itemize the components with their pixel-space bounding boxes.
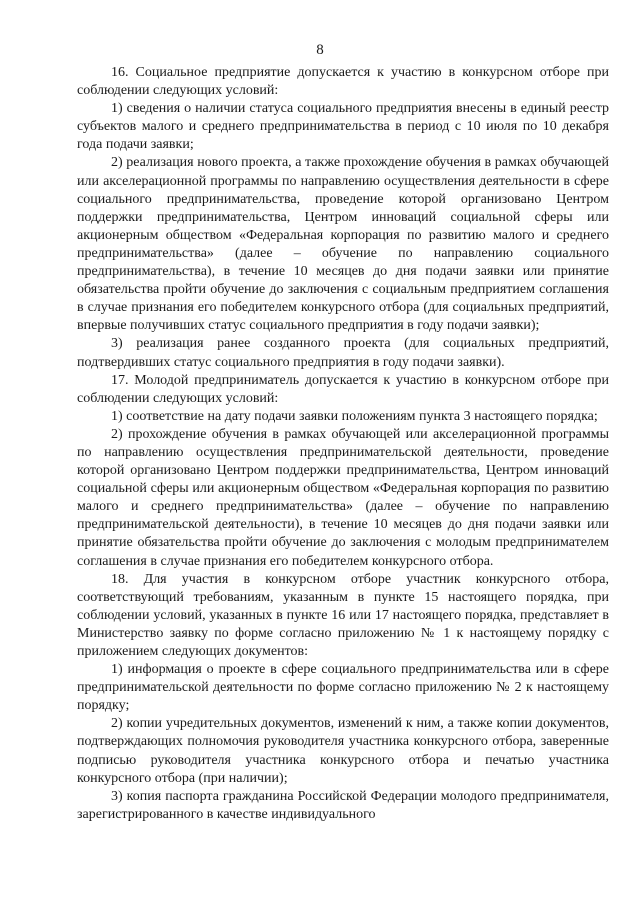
page-number: 8 xyxy=(316,42,324,58)
paragraph-17-item-1: 1) соответствие на дату подачи заявки положениям пункта 3 настоящего порядка; xyxy=(111,408,598,424)
paragraph-16-item-2: 2) реализация нового проекта, а также прохождение обучения в рамках обучающей или акселерационной программы по направлению осуществления деятельности в сфере социального предпринимательства, проведение которой организовано Центром поддержки предпринимательства, Центром инноваций социальной сферы или акционерным обществом «Федеральная корпорация по развитию малого и среднего предпринимательства» (далее – обучение по направлению социального предпринимательства), в течение 10 месяцев до дня подачи заявки или принятие обязательства пройти обучение до заключения с социальным предприятием соглашения в случае признания его победителем конкурсного отбора (для социальных предприятий, впервые получивших статус социального предприятия в году подачи заявки); xyxy=(77,155,609,334)
paragraph-18-item-1: 1) информация о проекте в сфере социального предпринимательства или в сфере предпринимательской деятельности по форме согласно приложению № 2 к настоящему порядку; xyxy=(77,662,609,714)
paragraph-18: 18. Для участия в конкурсном отборе участник конкурсного отбора, соответствующий требованиям, указанным в пункте 15 настоящего порядка, при соблюдении условий, указанных в пункте 16 или 17 настоящего порядка, представляет в Министерство заявку по форме согласно приложению № 1 к настоящему порядку с приложением следующих документов: xyxy=(77,571,609,659)
paragraph-18-item-3: 3) копия паспорта гражданина Российской Федерации молодого предпринимателя, зарегистрированного в качестве индивидуального xyxy=(77,788,609,822)
paragraph-18-item-2: 2) копии учредительных документов, изменений к ним, а также копии документов, подтверждающих полномочия руководителя участника конкурсного отбора, заверенные подписью руководителя участника конкурсного отбора и печатью участника конкурсного отбора (при наличии); xyxy=(77,716,609,786)
paragraph-17-item-2: 2) прохождение обучения в рамках обучающей или акселерационной программы по направлению осуществления предпринимательской деятельности, проведение которой организовано Центром поддержки предпринимательства, Центром инноваций социальной сферы или акционерным обществом «Федеральная корпорация по развитию малого и среднего предпринимательства» (далее – обучение по направлению предпринимательской деятельности), в течение 10 месяцев до дня подачи заявки или принятие обязательства пройти обучение до заключения с молодым предпринимателем соглашения в случае признания его победителем конкурсного отбора. xyxy=(77,426,609,569)
paragraph-17: 17. Молодой предприниматель допускается к участию в конкурсном отборе при соблюдении следующих условий: xyxy=(77,372,609,406)
paragraph-16-item-1: 1) сведения о наличии статуса социального предприятия внесены в единый реестр субъектов малого и среднего предпринимательства в период с 10 июля по 10 декабря года подачи заявки; xyxy=(77,101,609,153)
document-body xyxy=(77,64,609,824)
paragraph-16-item-3: 3) реализация ранее созданного проекта (для социальных предприятий, подтвердивших статус социального предприятия в году подачи заявки). xyxy=(77,336,609,370)
paragraph-16: 16. Социальное предприятие допускается к участию в конкурсном отборе при соблюдении следующих условий: xyxy=(77,65,609,99)
